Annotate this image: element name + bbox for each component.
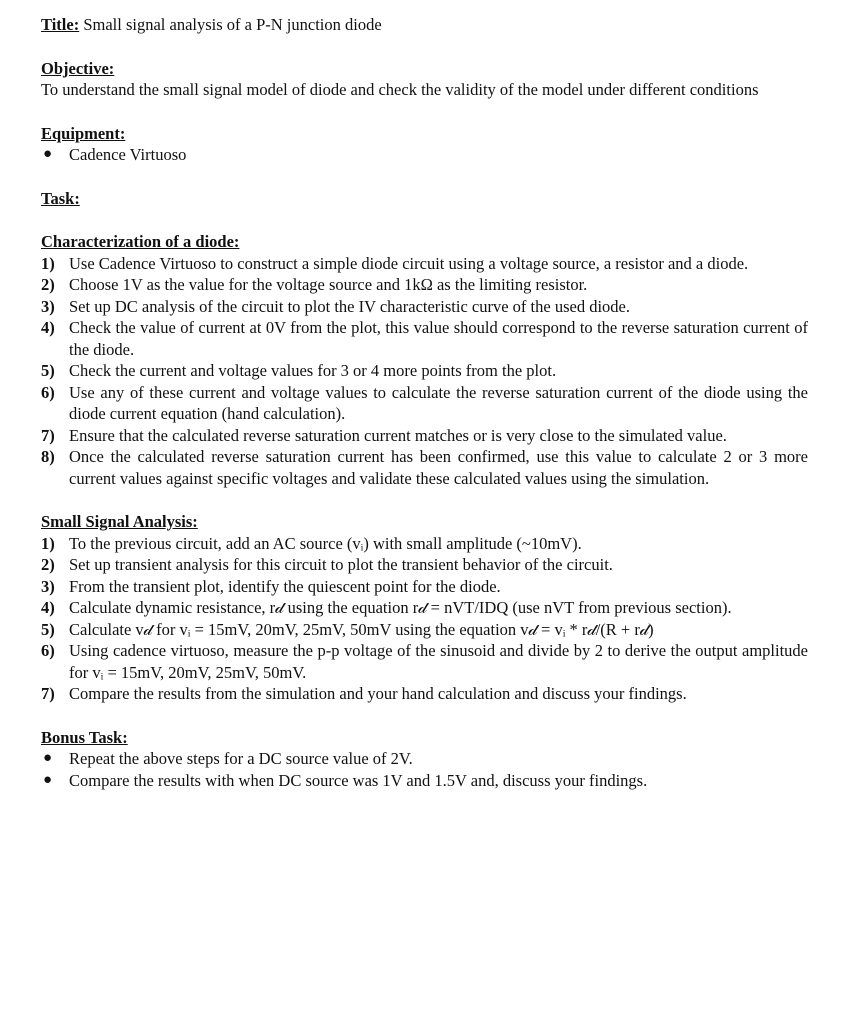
list-item: 6) Using cadence virtuoso, measure the p-p voltage of the sinusoid and divide by 2 to derive the output amplitude for vᵢ = 15mV, 20mV, 25mV, 50mV. [41, 641, 808, 682]
title-label: Title: [41, 15, 80, 34]
small-signal-section [41, 511, 808, 705]
list-item: ● Compare the results with when DC source was 1V and 1.5V and, discuss your findings. [43, 770, 648, 790]
list-item: 3) Set up DC analysis of the circuit to plot the IV characteristic curve of the used diode. [41, 296, 630, 316]
list-item: 7) Ensure that the calculated reverse saturation current matches or is very close to the simulated value. [41, 425, 727, 445]
characterization-list [41, 253, 808, 490]
bonus-heading: Bonus Task: [41, 727, 128, 747]
characterization-section [41, 231, 808, 489]
small-signal-heading: Small Signal Analysis: [41, 512, 198, 531]
bullet-icon: ● [43, 146, 53, 162]
bonus-section [41, 727, 808, 792]
list-item: 2) Choose 1V as the value for the voltage source and 1kΩ as the limiting resistor. [41, 275, 588, 294]
equipment-list [41, 144, 808, 166]
list-item: 8) Once the calculated reverse saturation current has been confirmed, use this value to calculate 2 or 3 more current values against specific voltages and validate these calculated values using the simulation. [41, 447, 808, 488]
objective-text: To understand the small signal model of diode and check the validity of the model under different conditions [41, 80, 759, 99]
list-item: ● Cadence Virtuoso [43, 145, 187, 164]
list-item: 4) Check the value of current at 0V from the plot, this value should correspond to the reverse saturation current of the diode. [41, 318, 808, 359]
list-item: 6) Use any of these current and voltage values to calculate the reverse saturation current of the diode using the diode current equation (hand calculation). [41, 382, 808, 423]
list-item: 4) Calculate dynamic resistance, r𝒹 using the equation r𝒹 = nVT/IDQ (use nVT from previous section). [41, 598, 732, 617]
objective-heading: Objective: [41, 58, 115, 78]
characterization-heading: Characterization of a diode: [41, 232, 240, 251]
small-signal-list [41, 533, 808, 705]
objective-section [41, 58, 808, 101]
list-item: ● Repeat the above steps for a DC source value of 2V. [43, 749, 413, 768]
task-heading: Task: [41, 188, 80, 208]
list-item: 1) To the previous circuit, add an AC source (vᵢ) with small amplitude (~10mV). [41, 533, 582, 553]
bonus-list [41, 748, 808, 791]
list-item: 1) Use Cadence Virtuoso to construct a simple diode circuit using a voltage source, a resistor and a diode. [41, 253, 749, 273]
bullet-icon: ● [43, 771, 53, 788]
equipment-section [41, 123, 808, 166]
list-item: 5) Check the current and voltage values for 3 or 4 more points from the plot. [41, 361, 557, 380]
list-item: 7) Compare the results from the simulation and your hand calculation and discuss your findings. [41, 684, 687, 703]
list-item: 3) From the transient plot, identify the quiescent point for the diode. [41, 576, 501, 596]
list-item: 2) Set up transient analysis for this circuit to plot the transient behavior of the circuit. [41, 555, 613, 574]
list-item: 5) Calculate v𝒹 for vᵢ = 15mV, 20mV, 25mV, 50mV using the equation v𝒹 = vᵢ * r𝒹/(R + r𝒹) [41, 619, 654, 639]
title-text: Small signal analysis of a P-N junction diode [79, 15, 382, 34]
bullet-icon: ● [43, 750, 53, 766]
equipment-heading: Equipment: [41, 123, 126, 143]
document-title [41, 14, 808, 36]
